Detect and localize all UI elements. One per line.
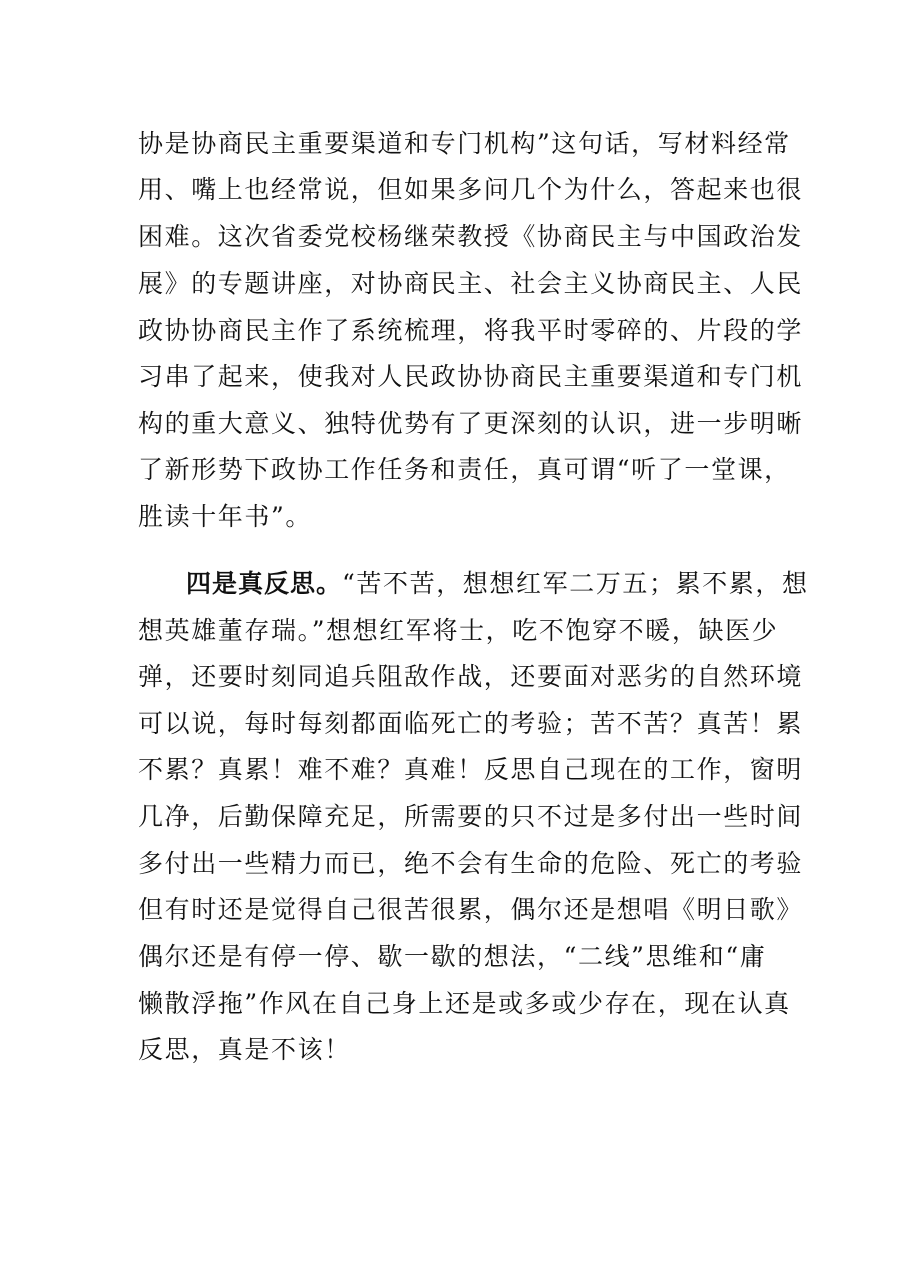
text-line: 多付出一些精力而已，绝不会有生命的危险、死亡的考验 [138, 849, 804, 878]
text-line: 了新形势下政协工作任务和责任，真可谓“听了一堂课， [138, 455, 791, 484]
paragraph-heading: 四是真反思。 [186, 569, 343, 598]
paragraph-first-line-text: “苦不苦，想想红军二万五；累不累，想 [342, 569, 809, 598]
text-line: 构的重大意义、独特优势有了更深刻的认识，进一步明晰 [138, 409, 804, 438]
text-line: 用、嘴上也经常说，但如果多问几个为什么，答起来也很 [138, 175, 804, 204]
text-line: 弹，还要时刻同追兵阻敌作战，还要面对恶劣的自然环境 [138, 662, 804, 691]
text-line: 但有时还是觉得自己很苦很累，偶尔还是想唱《明日歌》 [138, 895, 804, 924]
text-line: 懒散浮拖”作风在自己身上还是或多或少存在，现在认真 [138, 989, 791, 1018]
text-line: 习串了起来，使我对人民政协协商民主重要渠道和专门机 [138, 362, 804, 391]
text-line: 困难。这次省委党校杨继荣教授《协商民主与中国政治发 [138, 222, 804, 251]
text-line-first [186, 567, 809, 601]
text-line: 政协协商民主作了系统梳理，将我平时零碎的、片段的学 [138, 316, 804, 345]
text-line: 反思，真是不该！ [138, 1035, 351, 1064]
text-line: 不累？真累！难不难？真难！反思自己现在的工作，窗明 [138, 755, 804, 784]
text-line: 可以说，每时每刻都面临死亡的考验；苦不苦？真苦！累 [138, 709, 804, 738]
text-line: 展》的专题讲座，对协商民主、社会主义协商民主、人民 [138, 269, 804, 298]
text-line: 想英雄董存瑞。”想想红军将士，吃不饱穿不暖，缺医少 [138, 616, 779, 645]
text-line: 偶尔还是有停一停、歇一歇的想法，“二线”思维和“庸 [138, 942, 767, 971]
text-line: 几净，后勤保障充足，所需要的只不过是多付出一些时间 [138, 802, 804, 831]
text-line: 协是协商民主重要渠道和专门机构”这句话，写材料经常 [138, 129, 791, 158]
text-line: 胜读十年书”。 [138, 502, 312, 531]
